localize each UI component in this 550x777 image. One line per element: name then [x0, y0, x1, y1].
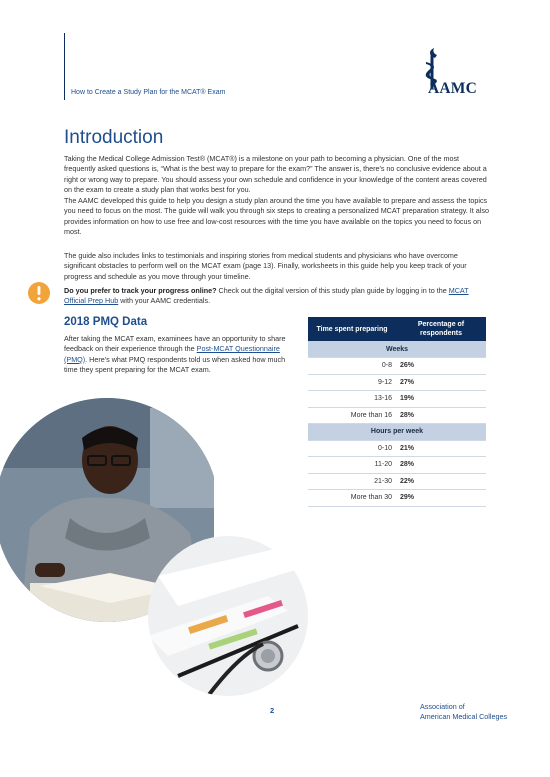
table-row — [308, 473, 486, 490]
page-number: 2 — [270, 706, 275, 715]
cell-range: 0-8 — [308, 358, 396, 375]
table-row — [308, 407, 486, 424]
cell-percent: 27% — [396, 374, 486, 391]
note-text: Check out the digital version of this study plan guide by logging in to the — [216, 286, 449, 295]
intro-paragraph-2: The AAMC developed this guide to help you design a study plan around the time you have available to prepare and assess the topics you need to focus on the most. The guide will walk you through six steps to creating a personalized MCAT preparation strategy. It also provides information on how to use free and low-cost resources with the time you have available on the topics you need to focus on most. — [64, 196, 489, 236]
cell-range: 9-12 — [308, 374, 396, 391]
cell-percent: 28% — [396, 407, 486, 424]
cell-percent: 29% — [396, 490, 486, 507]
cell-range: 0-10 — [308, 440, 396, 457]
note-text-end: with your AAMC credentials. — [118, 296, 211, 306]
table-row — [308, 358, 486, 375]
table-row — [308, 457, 486, 474]
intro-paragraph-3: The guide also includes links to testimonials and inspiring stories from medical students and physicians who have overcome significant obstacles to perform well on the MCAT exam (page 13). Finally, worksheets in this guide help you keep track of your progress and schedule as you move through your timeline. — [64, 251, 467, 281]
pmq-data-table — [308, 317, 486, 507]
cell-percent: 26% — [396, 358, 486, 375]
group-label-hours: Hours per week — [308, 424, 486, 441]
table-row — [308, 374, 486, 391]
cell-percent: 28% — [396, 457, 486, 474]
table-row — [308, 391, 486, 408]
intro-paragraph-1: Taking the Medical College Admission Test® (MCAT®) is a milestone on your path to becoming a physician. One of the most frequently asked questions is, “What is the best way to prepare for the exam?” The answer is, there's no conclusive evidence about a right or wrong way to prepare. You should assess your own schedule and confidence in your knowledge of the content areas covered on the exam to create a study plan that works best for you. — [64, 154, 487, 194]
cell-percent: 21% — [396, 440, 486, 457]
logo-wordmark: AAMC — [428, 80, 478, 97]
exclamation-icon — [27, 281, 51, 305]
col-header-percentage: Percentage of respondents — [396, 317, 486, 341]
pmq-section-title: 2018 PMQ Data — [64, 316, 148, 328]
table-row — [308, 440, 486, 457]
header-divider-line — [64, 33, 65, 100]
table-group-row — [308, 424, 486, 441]
group-label-weeks: Weeks — [308, 341, 486, 358]
table-header-row — [308, 317, 486, 341]
table-group-row — [308, 341, 486, 358]
cell-range: 13-16 — [308, 391, 396, 408]
association-line-2: American Medical Colleges — [420, 711, 508, 721]
pmq-link[interactable]: Post-MCAT Questionnaire (PMQ) — [64, 344, 280, 364]
pmq-text: After taking the MCAT exam, examinees have an opportunity to share feedback on their experience through the — [64, 334, 286, 354]
page-title: Introduction — [64, 127, 164, 148]
cell-percent: 19% — [396, 391, 486, 408]
association-line-1: Association of — [420, 702, 465, 711]
online-tracking-note — [64, 286, 489, 307]
desk-stethoscope-photo — [148, 536, 308, 696]
cell-range: More than 30 — [308, 490, 396, 507]
pmq-text-end: . Here's what PMQ respondents told us when asked how much time they spent preparing for the MCAT exam. — [64, 354, 286, 374]
association-name — [420, 702, 507, 721]
cell-range: 21-30 — [308, 473, 396, 490]
note-heading: Do you prefer to track your progress online? — [64, 286, 217, 295]
prep-hub-link[interactable]: MCAT Official Prep Hub — [64, 286, 469, 306]
table-row — [308, 490, 486, 507]
col-header-time: Time spent preparing — [308, 317, 396, 341]
cell-range: 11-20 — [308, 457, 396, 474]
running-head: How to Create a Study Plan for the MCAT® Exam — [71, 89, 226, 96]
pmq-description — [64, 334, 289, 375]
cell-percent: 22% — [396, 473, 486, 490]
cell-range: More than 16 — [308, 407, 396, 424]
